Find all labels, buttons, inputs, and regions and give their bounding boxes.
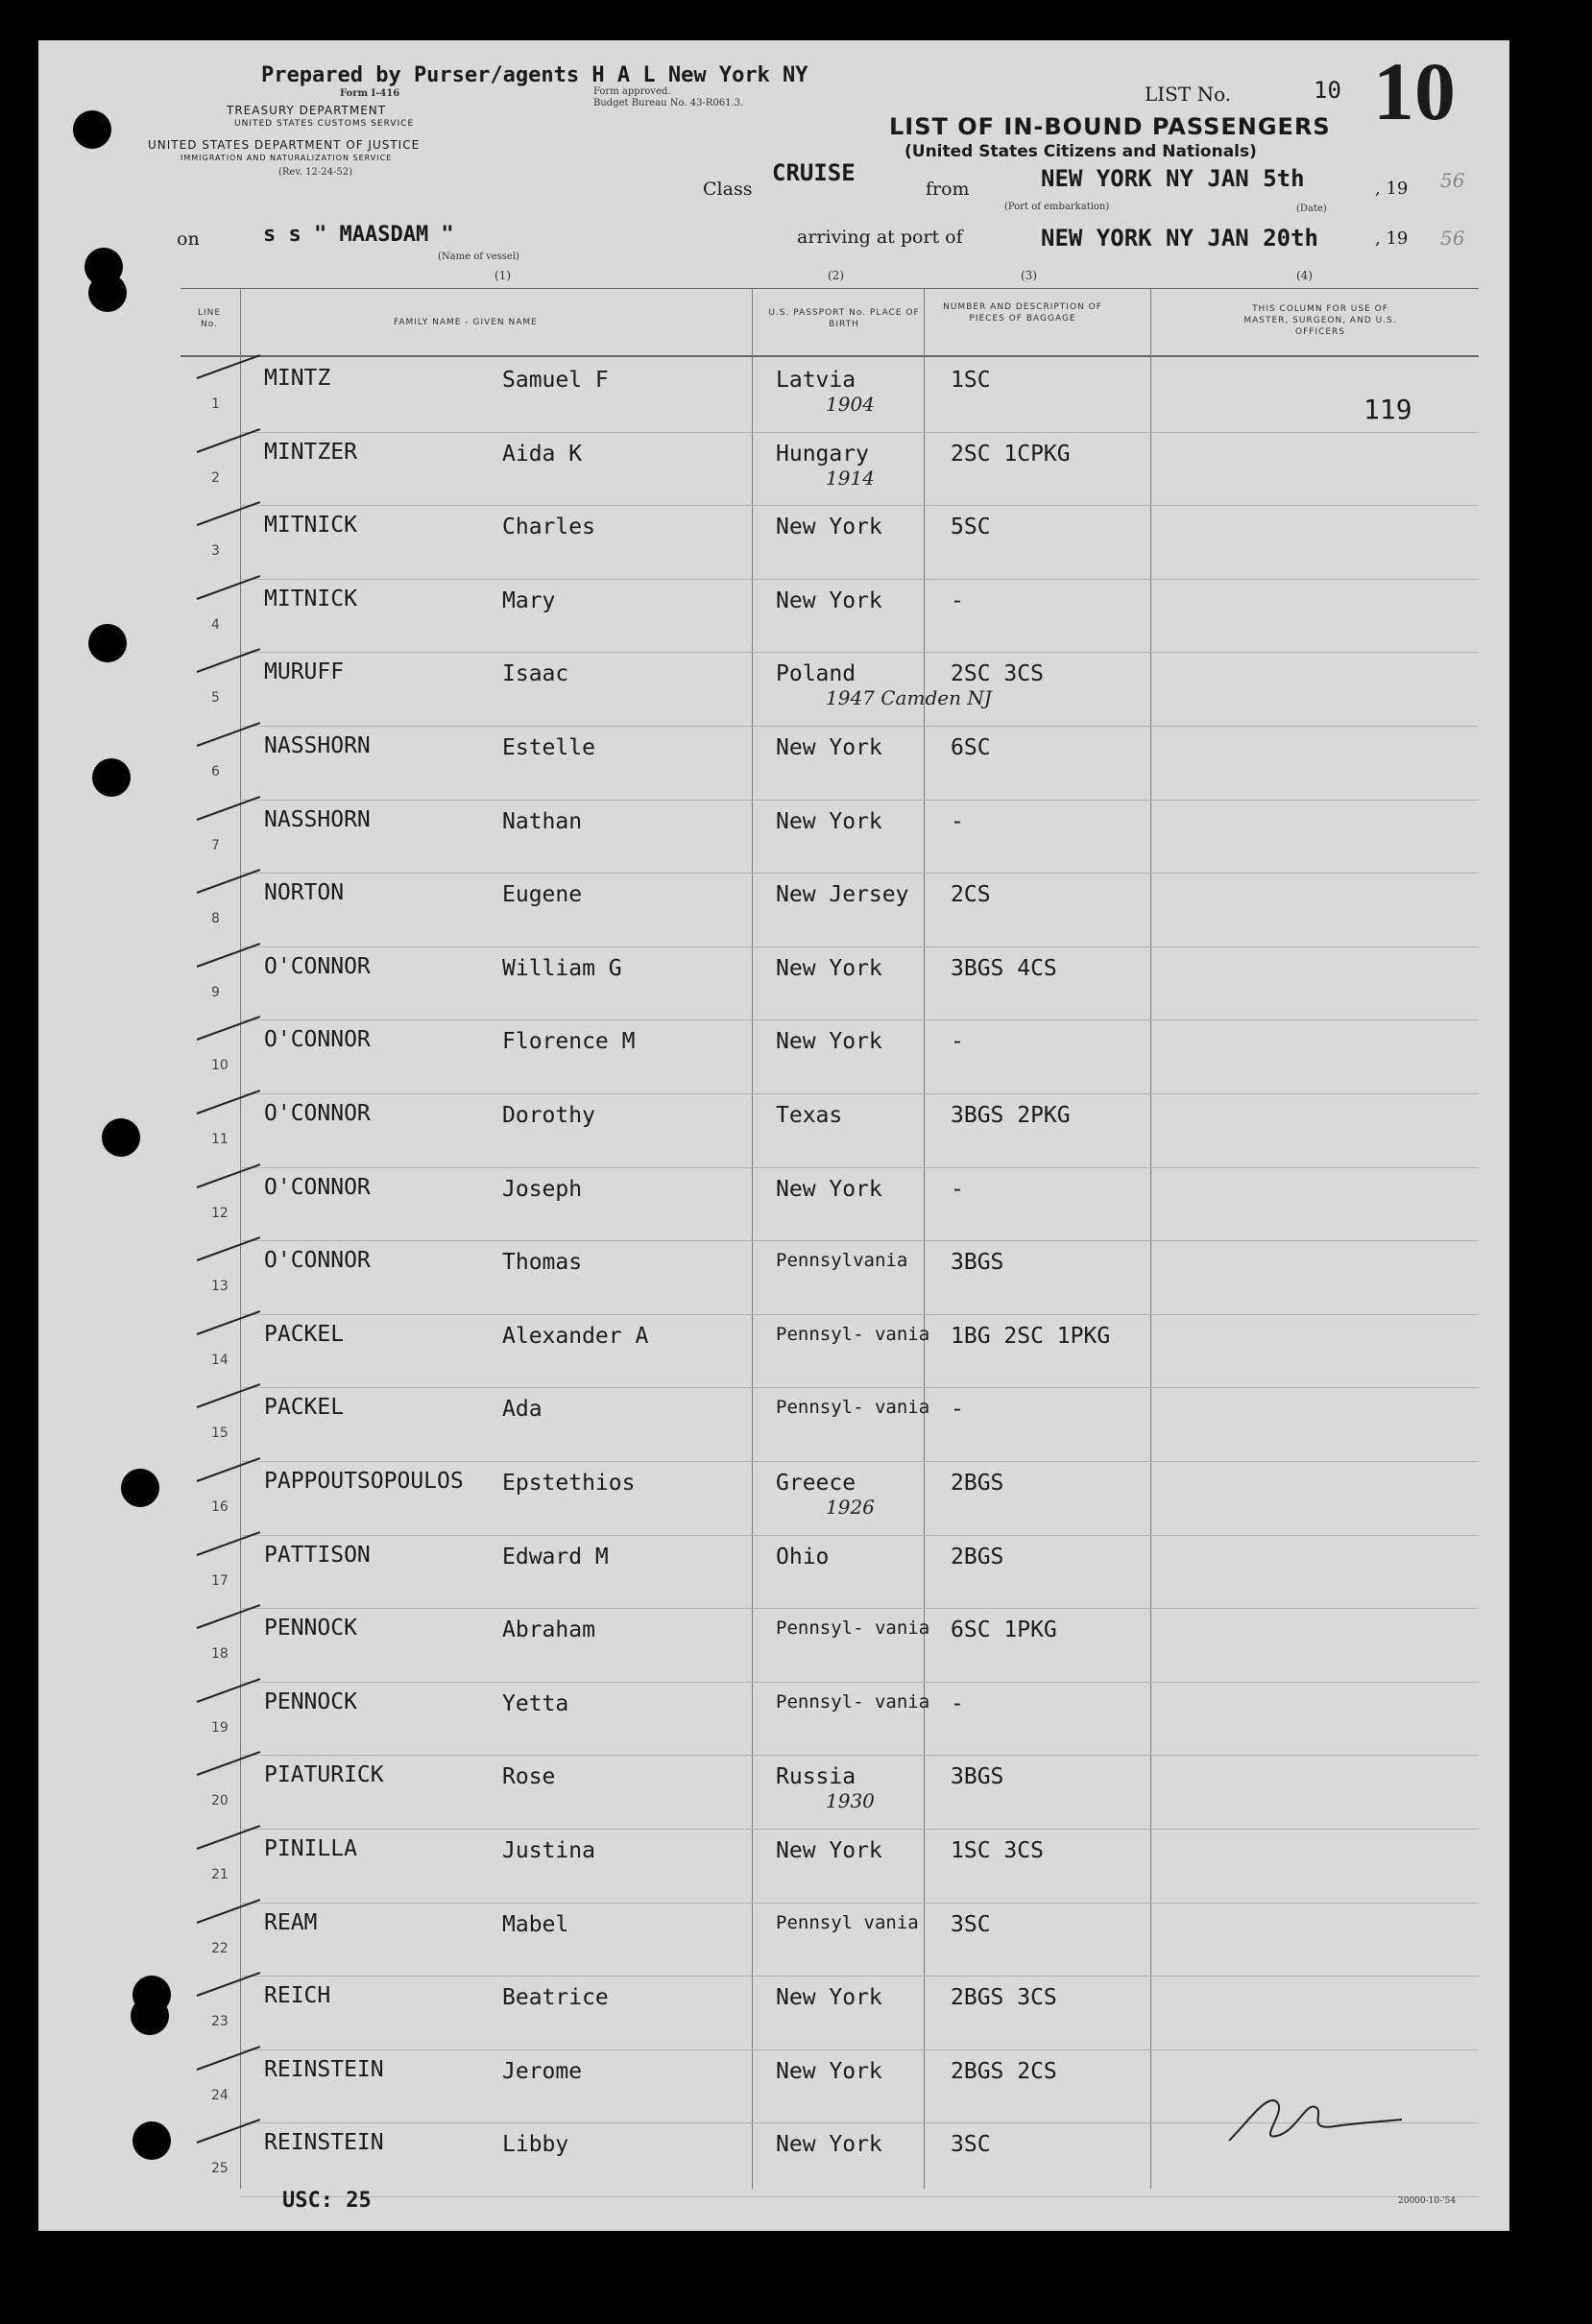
family-name: PAPPOUTSOPOULOS — [264, 1469, 464, 1494]
handwritten-note: 1930 — [826, 1789, 875, 1813]
given-name: Ada — [502, 1397, 543, 1423]
given-name: Edward M — [502, 1544, 609, 1569]
vessel-name: s s " MAASDAM " — [263, 223, 454, 247]
baggage: 6SC 1PKG — [951, 1617, 1057, 1643]
line-number: 2 — [211, 469, 220, 486]
row-rule — [240, 505, 1479, 506]
table-row — [0, 1537, 1592, 1610]
given-name: Abraham — [502, 1617, 595, 1643]
line-number: 3 — [211, 543, 220, 560]
family-name: NASSHORN — [264, 806, 371, 832]
sheet-number: 10 — [1373, 45, 1456, 137]
table-top-rule — [181, 288, 1479, 289]
row-rule — [240, 1682, 1479, 1683]
usc-count: USC: 25 — [282, 2189, 372, 2213]
row-rule — [240, 800, 1479, 801]
given-name: Isaac — [502, 661, 569, 687]
family-name: NORTON — [264, 880, 345, 906]
table-row — [0, 1684, 1592, 1757]
line-number: 10 — [211, 1058, 229, 1074]
table-row — [0, 1831, 1592, 1904]
row-rule — [240, 726, 1479, 727]
line-number: 19 — [211, 1719, 229, 1736]
row-rule — [240, 1535, 1479, 1536]
col-index-3: (3) — [1021, 269, 1037, 282]
family-name: MITNICK — [264, 586, 357, 611]
class-label: Class — [703, 179, 753, 200]
list-no-value: 10 — [1314, 77, 1341, 104]
table-row — [0, 507, 1592, 580]
baggage: 2BGS 3CS — [951, 1985, 1057, 2011]
place-of-birth: Pennsylvania — [776, 1250, 908, 1272]
department-of-justice: UNITED STATES DEPARTMENT OF JUSTICE — [148, 138, 421, 152]
baggage: 3BGS — [951, 1250, 1004, 1276]
baggage: 3SC — [951, 2132, 991, 2158]
line-number: 18 — [211, 1646, 229, 1663]
table-row — [0, 1316, 1592, 1389]
year-suffix-2: 56 — [1440, 227, 1465, 250]
given-name: Eugene — [502, 882, 583, 908]
baggage: - — [951, 587, 964, 613]
family-name: NASSHORN — [264, 733, 371, 758]
place-of-birth: Ohio — [776, 1544, 830, 1569]
line-number: 23 — [211, 2014, 229, 2030]
col-header-officers: THIS COLUMN FOR USE OF MASTER, SURGEON, AND U.S. OFFICERS — [1243, 304, 1397, 337]
print-code: 20000-10-'54 — [1398, 2196, 1457, 2206]
given-name: Samuel F — [502, 368, 609, 393]
row-rule — [240, 1903, 1479, 1904]
family-name: O'CONNOR — [264, 953, 371, 979]
row-rule — [240, 579, 1479, 580]
date-caption: (Date) — [1296, 204, 1327, 214]
table-row — [0, 1905, 1592, 1977]
line-number: 20 — [211, 1793, 229, 1809]
table-row — [0, 874, 1592, 947]
row-rule — [240, 652, 1479, 653]
place-of-birth: Pennsyl vania — [776, 1911, 919, 1933]
line-number: 14 — [211, 1352, 229, 1368]
given-name: William G — [502, 955, 622, 981]
place-of-birth: Pennsyl- vania — [776, 1397, 930, 1419]
line-number: 9 — [211, 984, 220, 1000]
table-row — [0, 581, 1592, 654]
table-row — [0, 1610, 1592, 1683]
given-name: Thomas — [502, 1250, 583, 1276]
handwritten-note: 1904 — [826, 393, 875, 416]
family-name: REINSTEIN — [264, 2130, 384, 2156]
place-of-birth: New York — [776, 808, 882, 834]
arriving-label: arriving at port of — [797, 227, 963, 248]
vessel-caption: (Name of vessel) — [438, 252, 519, 262]
baggage: - — [951, 1176, 964, 1202]
list-no-label: LIST No. — [1145, 83, 1232, 106]
col-index-1: (1) — [494, 269, 511, 282]
port-of-embarkation-caption: (Port of embarkation) — [1004, 202, 1110, 212]
line-number: 6 — [211, 764, 220, 779]
baggage: - — [951, 1029, 964, 1055]
family-name: O'CONNOR — [264, 1174, 371, 1200]
handwritten-note: 1926 — [826, 1496, 875, 1519]
family-name: O'CONNOR — [264, 1248, 371, 1274]
given-name: Florence M — [502, 1029, 636, 1055]
line-number: 25 — [211, 2161, 229, 2177]
given-name: Charles — [502, 515, 595, 540]
row-rule — [240, 1093, 1479, 1094]
col-header-passport: U.S. PASSPORT No. PLACE OF BIRTH — [768, 308, 920, 329]
baggage: 2BGS 2CS — [951, 2058, 1057, 2084]
col-header-line: LINE No. — [197, 308, 222, 329]
form-approved: Form approved. — [593, 86, 671, 97]
table-row — [0, 1095, 1592, 1168]
row-rule — [240, 1019, 1479, 1020]
baggage: 2CS — [951, 882, 991, 908]
given-name: Jerome — [502, 2058, 583, 2084]
table-row — [0, 1463, 1592, 1536]
table-header-rule — [181, 355, 1479, 357]
row-rule — [240, 1976, 1479, 1977]
row-rule — [240, 873, 1479, 874]
given-name: Alexander A — [502, 1323, 649, 1349]
line-number: 17 — [211, 1572, 229, 1589]
immigration-service: IMMIGRATION AND NATURALIZATION SERVICE — [181, 154, 393, 162]
row-rule — [240, 1461, 1479, 1462]
baggage: 2BGS — [951, 1471, 1004, 1496]
family-name: PINILLA — [264, 1836, 357, 1861]
revision-date: (Rev. 12-24-52) — [278, 167, 353, 178]
baggage: 1SC — [951, 368, 991, 393]
line-number: 15 — [211, 1426, 229, 1442]
given-name: Beatrice — [502, 1985, 609, 2011]
baggage: 2SC 3CS — [951, 661, 1044, 687]
given-name: Nathan — [502, 808, 583, 834]
place-of-birth: Pennsyl- vania — [776, 1323, 930, 1345]
year-prefix-1: , 19 — [1375, 179, 1409, 199]
family-name: PACKEL — [264, 1395, 345, 1421]
class-value: CRUISE — [772, 159, 856, 186]
place-of-birth: New York — [776, 2058, 882, 2084]
place-of-birth: Russia — [776, 1764, 856, 1790]
col-index-2: (2) — [828, 269, 844, 282]
form-number: Form I-416 — [340, 88, 400, 99]
on-label: on — [177, 228, 200, 250]
table-row — [0, 728, 1592, 801]
family-name: REICH — [264, 1983, 331, 2009]
place-of-birth: New York — [776, 1838, 882, 1863]
table-row — [0, 360, 1592, 433]
given-name: Aida K — [502, 441, 583, 467]
family-name: MURUFF — [264, 659, 345, 685]
place-of-birth: Poland — [776, 661, 856, 687]
line-number: 4 — [211, 616, 220, 633]
col-header-baggage: NUMBER AND DESCRIPTION OF PIECES OF BAGGAGE — [943, 302, 1102, 323]
table-row — [0, 802, 1592, 874]
line-number: 21 — [211, 1867, 229, 1882]
family-name: O'CONNOR — [264, 1101, 371, 1126]
line-number: 5 — [211, 690, 220, 707]
baggage: 5SC — [951, 515, 991, 540]
handwritten-note: 1947 Camden NJ — [826, 686, 992, 710]
line-number: 24 — [211, 2087, 229, 2103]
prepared-by: Prepared by Purser/agents H A L New York NY — [261, 63, 808, 87]
place-of-birth: Pennsyl- vania — [776, 1690, 930, 1713]
given-name: Joseph — [502, 1176, 583, 1202]
row-rule — [240, 1387, 1479, 1388]
given-name: Mabel — [502, 1911, 569, 1937]
place-of-birth: New York — [776, 515, 882, 540]
baggage: 3SC — [951, 1911, 991, 1937]
row-rule — [240, 2049, 1479, 2050]
table-row — [0, 1977, 1592, 2050]
baggage: 6SC — [951, 735, 991, 760]
place-of-birth: New York — [776, 587, 882, 613]
baggage: - — [951, 1397, 964, 1423]
line-number: 12 — [211, 1205, 229, 1221]
given-name: Justina — [502, 1838, 595, 1863]
place-of-birth: New York — [776, 1176, 882, 1202]
baggage: 1BG 2SC 1PKG — [951, 1323, 1111, 1349]
arriving-value: NEW YORK NY JAN 20th — [1041, 225, 1318, 252]
table-row — [0, 654, 1592, 727]
row-rule — [240, 1829, 1479, 1830]
family-name: PENNOCK — [264, 1689, 357, 1714]
line-number: 16 — [211, 1499, 229, 1515]
row-rule — [240, 1608, 1479, 1609]
place-of-birth: New York — [776, 1029, 882, 1055]
given-name: Rose — [502, 1764, 556, 1790]
baggage: 3BGS 4CS — [951, 955, 1057, 981]
place-of-birth: Hungary — [776, 441, 869, 467]
baggage: 3BGS — [951, 1764, 1004, 1790]
given-name: Yetta — [502, 1690, 569, 1716]
budget-bureau: Budget Bureau No. 43-R061.3. — [593, 98, 744, 108]
table-row — [0, 948, 1592, 1021]
row-rule — [240, 1167, 1479, 1168]
line-number: 13 — [211, 1279, 229, 1295]
baggage: - — [951, 1690, 964, 1716]
place-of-birth: New York — [776, 735, 882, 760]
treasury-department: TREASURY DEPARTMENT — [227, 104, 387, 117]
baggage: 1SC 3CS — [951, 1838, 1044, 1863]
binder-hole — [88, 274, 127, 312]
row-rule — [240, 946, 1479, 947]
customs-service: UNITED STATES CUSTOMS SERVICE — [234, 119, 415, 129]
given-name: Estelle — [502, 735, 595, 760]
given-name: Mary — [502, 587, 556, 613]
baggage: - — [951, 808, 964, 834]
baggage: 2SC 1CPKG — [951, 441, 1071, 467]
place-of-birth: Pennsyl- vania — [776, 1617, 930, 1640]
given-name: Dorothy — [502, 1103, 595, 1128]
place-of-birth: New York — [776, 2132, 882, 2158]
baggage: 3BGS 2PKG — [951, 1103, 1071, 1128]
handwritten-note: 1914 — [826, 466, 875, 490]
family-name: MINTZER — [264, 439, 357, 465]
table-row — [0, 434, 1592, 507]
family-name: REINSTEIN — [264, 2056, 384, 2082]
table-row — [0, 1757, 1592, 1830]
document-title: LIST OF IN-BOUND PASSENGERS — [889, 113, 1331, 140]
row-rule — [240, 1314, 1479, 1315]
row-rule — [240, 1755, 1479, 1756]
line-number: 11 — [211, 1132, 229, 1147]
col-header-name: FAMILY NAME - GIVEN NAME — [394, 318, 538, 327]
family-name: REAM — [264, 1909, 318, 1935]
from-label: from — [926, 179, 970, 200]
from-value: NEW YORK NY JAN 5th — [1041, 165, 1305, 192]
table-row — [0, 1021, 1592, 1094]
place-of-birth: New York — [776, 1985, 882, 2011]
row-rule — [240, 432, 1479, 433]
family-name: MINTZ — [264, 366, 331, 391]
family-name: PENNOCK — [264, 1616, 357, 1641]
row-rule — [240, 2196, 1479, 2197]
place-of-birth: New Jersey — [776, 882, 909, 908]
table-row — [0, 1242, 1592, 1315]
col-index-4: (4) — [1296, 269, 1313, 282]
given-name: Epstethios — [502, 1471, 636, 1496]
table-row — [0, 1389, 1592, 1462]
line-number: 22 — [211, 1940, 229, 1956]
year-prefix-2: , 19 — [1375, 228, 1409, 249]
place-of-birth: New York — [776, 955, 882, 981]
family-name: MITNICK — [264, 513, 357, 539]
document-subtitle: (United States Citizens and Nationals) — [905, 142, 1257, 161]
binder-hole — [73, 110, 111, 149]
family-name: PIATURICK — [264, 1762, 384, 1788]
baggage: 2BGS — [951, 1544, 1004, 1569]
line-number: 7 — [211, 837, 220, 853]
line-number: 8 — [211, 911, 220, 927]
place-of-birth: Texas — [776, 1103, 843, 1128]
year-suffix-1: 56 — [1440, 169, 1465, 192]
officer-annotation: 119 — [1363, 394, 1412, 425]
family-name: PATTISON — [264, 1542, 371, 1568]
given-name: Libby — [502, 2132, 569, 2158]
place-of-birth: Greece — [776, 1471, 856, 1496]
table-row — [0, 1169, 1592, 1242]
family-name: PACKEL — [264, 1321, 345, 1347]
row-rule — [240, 1240, 1479, 1241]
officer-signature — [1219, 2083, 1411, 2150]
place-of-birth: Latvia — [776, 368, 856, 393]
line-number: 1 — [211, 396, 220, 412]
family-name: O'CONNOR — [264, 1027, 371, 1053]
